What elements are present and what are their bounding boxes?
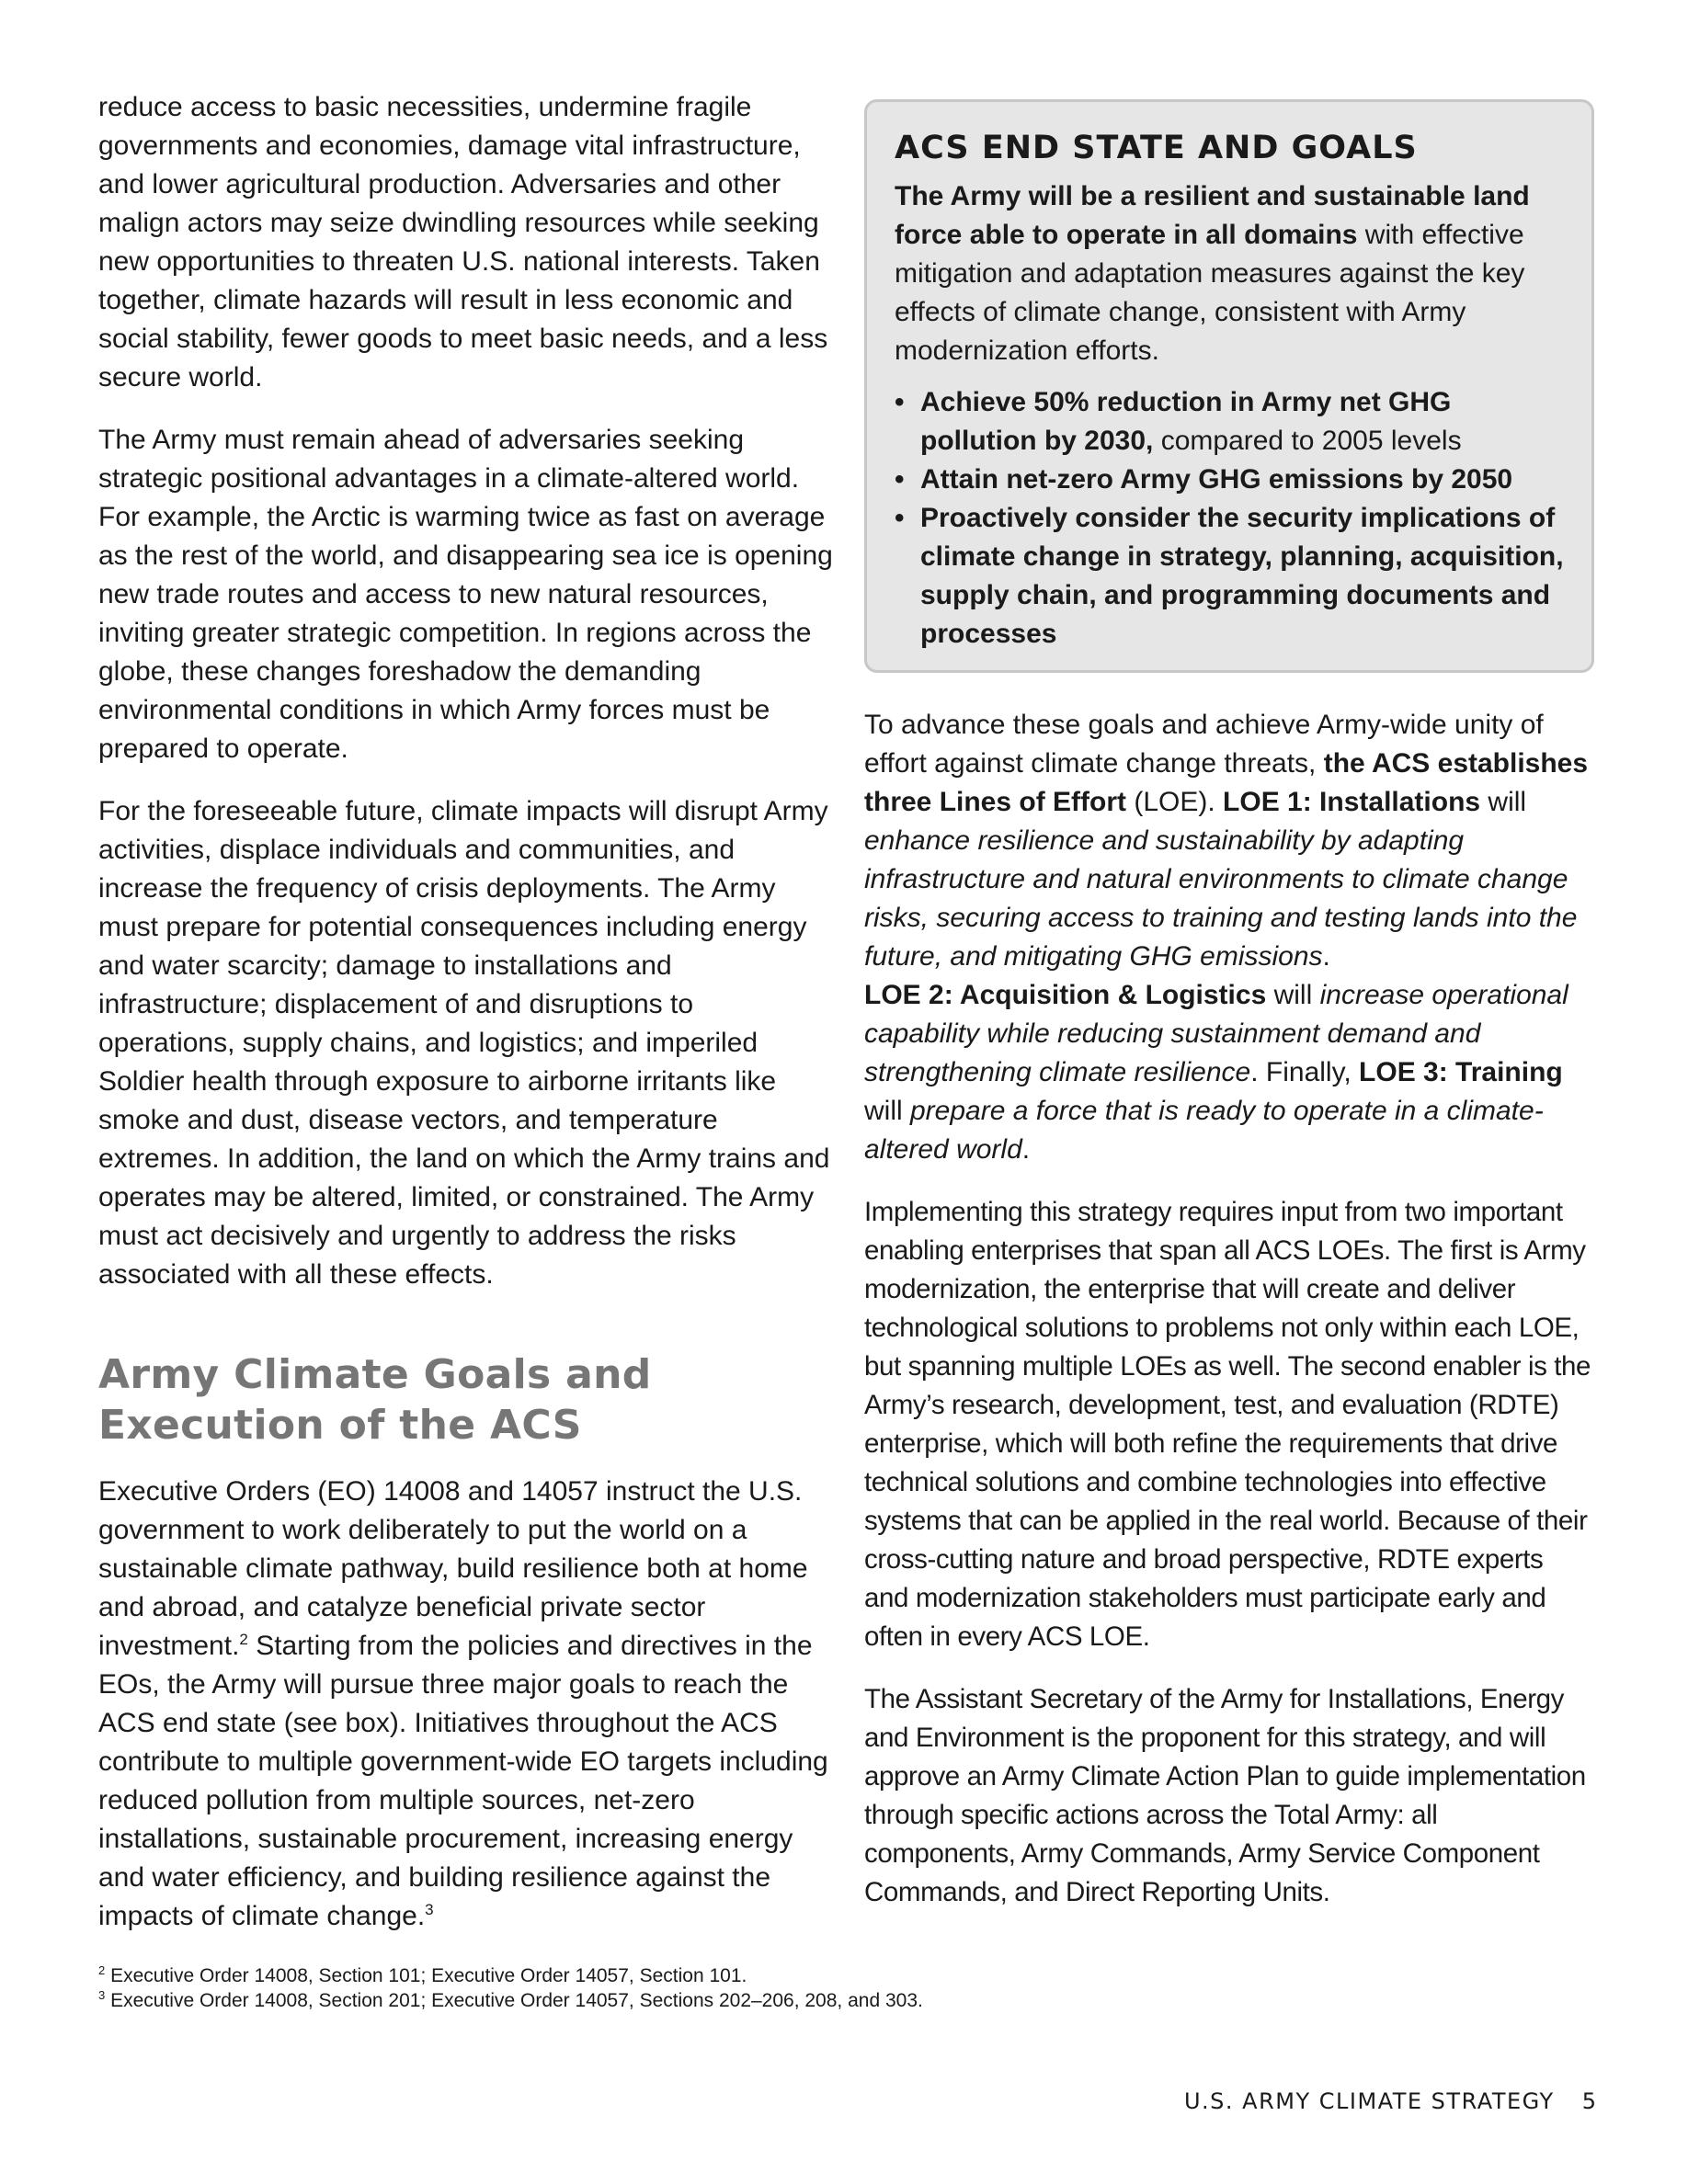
loe-text: will xyxy=(864,1096,910,1126)
goal-item xyxy=(895,383,1564,461)
loe-text: . Finally, xyxy=(1250,1057,1360,1087)
loe-text: To advance these goals and achieve Army-wide unity of effort against climate change threats, xyxy=(864,710,1544,779)
footnote-text: Executive Order 14008, Section 201; Executive Order 14057, Sections 202–206, 208, and 303. xyxy=(110,1990,923,2011)
footer-title: U.S. ARMY CLIMATE STRATEGY xyxy=(1183,2088,1555,2114)
loe-text: will xyxy=(1266,980,1320,1010)
goal1-rest: compared to 2005 levels xyxy=(1153,426,1462,456)
box-lead-bold: The Army will be a resilient and sustainable land force able to operate in all domains xyxy=(895,181,1530,250)
paragraph-climate-hazards: reduce access to basic necessities, undermine fragile governments and economies, damage vital infrastructure, and lower agricultural production. Adversaries and other malign actors may seize dwindling resources while seeking new opportunities to threaten U.S. national interests. Taken together, climate hazards will result in less economic and social stability, fewer goods to meet basic needs, and a less secure world. xyxy=(98,92,828,392)
goal-item: • Proactively consider the security implications of climate change in strategy, planning, acquisition, supply chain, and programming documents and processes xyxy=(895,499,1564,654)
loe3-description: prepare a force that is ready to operate in a climate-altered world xyxy=(864,1096,1544,1165)
loe-establishes-bold: the ACS establishes three Lines of Effort xyxy=(864,748,1589,817)
loe2-label: LOE 2: Acquisition & Logistics xyxy=(864,980,1267,1010)
page-number: 5 xyxy=(1581,2088,1596,2114)
paragraph-proponent: The Assistant Secretary of the Army for Installations, Energy and Environment is the proponent for this strategy, and will approve an Army Climate Action Plan to guide implementation through specific actions across the Total Army: all components, Army Commands, Army Service Component Commands, and Direct Reporting Units. xyxy=(864,1684,1586,1907)
goal-item: • Attain net-zero Army GHG emissions by 2050 xyxy=(895,461,1564,499)
footnote-text: Executive Order 14008, Section 101; Executive Order 14057, Section 101. xyxy=(110,1965,747,1986)
loe1-description: enhance resilience and sustainability by adapting infrastructure and natural environments to climate change risks, securing access to training and testing lands into the future, and mitigating GHG emissions xyxy=(864,825,1578,972)
loe-text: (LOE). xyxy=(1126,787,1224,817)
eo-text-part1: Executive Orders (EO) 14008 and 14057 instruct the U.S. government to work deliberately to put the world on a sustainable climate pathway, build resilience both at home and abroad, and catalyze beneficial private sector investment. xyxy=(98,1476,808,1661)
footnote-item xyxy=(98,1963,1569,1988)
loe3-label: LOE 3: Training xyxy=(1359,1057,1563,1087)
footnote-number: 3 xyxy=(98,1988,106,2002)
paragraph-climate-impacts: For the foreseeable future, climate impacts will disrupt Army activities, displace individuals and communities, and increase the frequency of crisis deployments. The Army must prepare for potential consequences including energy and water scarcity; damage to installations and infrastructure; displacement of and disruptions to operations, supply chains, and logistics; and imperiled Soldier health through exposure to airborne irritants like smoke and dust, disease vectors, and temperature extremes. In addition, the land on which the Army trains and operates may be altered, limited, or constrained. The Army must act decisively and urgently to address the risks associated with all these effects. xyxy=(98,796,830,1290)
footnote-number: 2 xyxy=(98,1963,106,1977)
page-footer xyxy=(1184,2088,1596,2114)
loe2-description: increase operational capability while reducing sustainment demand and strengthening climate resilience xyxy=(864,980,1568,1087)
box-title: ACS END STATE AND GOALS xyxy=(895,130,1418,166)
loe1-label: LOE 1: Installations xyxy=(1223,787,1481,817)
eo-text-part2: Starting from the policies and directives in the EOs, the Army will pursue three major goals to reach the ACS end state (see box). Initiatives throughout the ACS contribute to multiple government-wide EO targets including reduced pollution from multiple sources, net-zero installations, sustainable procurement, increasing energy and water efficiency, and building resilience against the impacts of climate change. xyxy=(98,1631,828,1931)
paragraph-lines-of-effort xyxy=(864,706,1594,1169)
goals-list xyxy=(895,383,1564,654)
footnote-ref-3: 3 xyxy=(425,1901,434,1918)
box-lead-paragraph xyxy=(895,177,1564,370)
right-column xyxy=(864,99,1594,1936)
paragraph-executive-orders xyxy=(98,1473,834,1936)
footnotes xyxy=(98,1963,1569,2013)
footnote-ref-2: 2 xyxy=(239,1631,248,1648)
loe-text: . xyxy=(1322,941,1330,972)
end-state-goals-box xyxy=(864,99,1594,673)
paragraph-enablers: Implementing this strategy requires input from two important enabling enterprises that span all ACS LOEs. The first is Army modernization, the enterprise that will create and deliver technological solutions to problems not only within each LOE, but spanning multiple LOEs as well. The second enabler is the Army’s research, development, test, and evaluation (RDTE) enterprise, which will both refine the requirements that drive technical solutions and combine technologies into effective systems that can be applied in the real world. Because of their cross-cutting nature and broad perspective, RDTE experts and modernization stakeholders must participate early and often in every ACS LOE. xyxy=(864,1197,1591,1652)
section-heading: Army Climate Goals and Execution of the ACS xyxy=(98,1351,652,1449)
footnote-item xyxy=(98,1988,1569,2013)
loe-text: will xyxy=(1480,787,1527,817)
loe-text: . xyxy=(1021,1134,1031,1165)
goal1-bold: Achieve 50% reduction in Army net GHG pollution by 2030, xyxy=(920,387,1452,456)
box-lead-rest: with effective mitigation and adaptation measures against the key effects of climate change, consistent with Army modernization efforts. xyxy=(895,220,1525,366)
left-column xyxy=(98,88,834,1960)
paragraph-strategic-advantage: The Army must remain ahead of adversaries seeking strategic positional advantages in a climate-altered world. For example, the Arctic is warming twice as fast on average as the rest of the world, and disappearing sea ice is opening new trade routes and access to new natural resources, inviting greater strategic competition. In regions across the globe, these changes foreshadow the demanding environmental conditions in which Army forces must be prepared to operate. xyxy=(98,425,833,764)
